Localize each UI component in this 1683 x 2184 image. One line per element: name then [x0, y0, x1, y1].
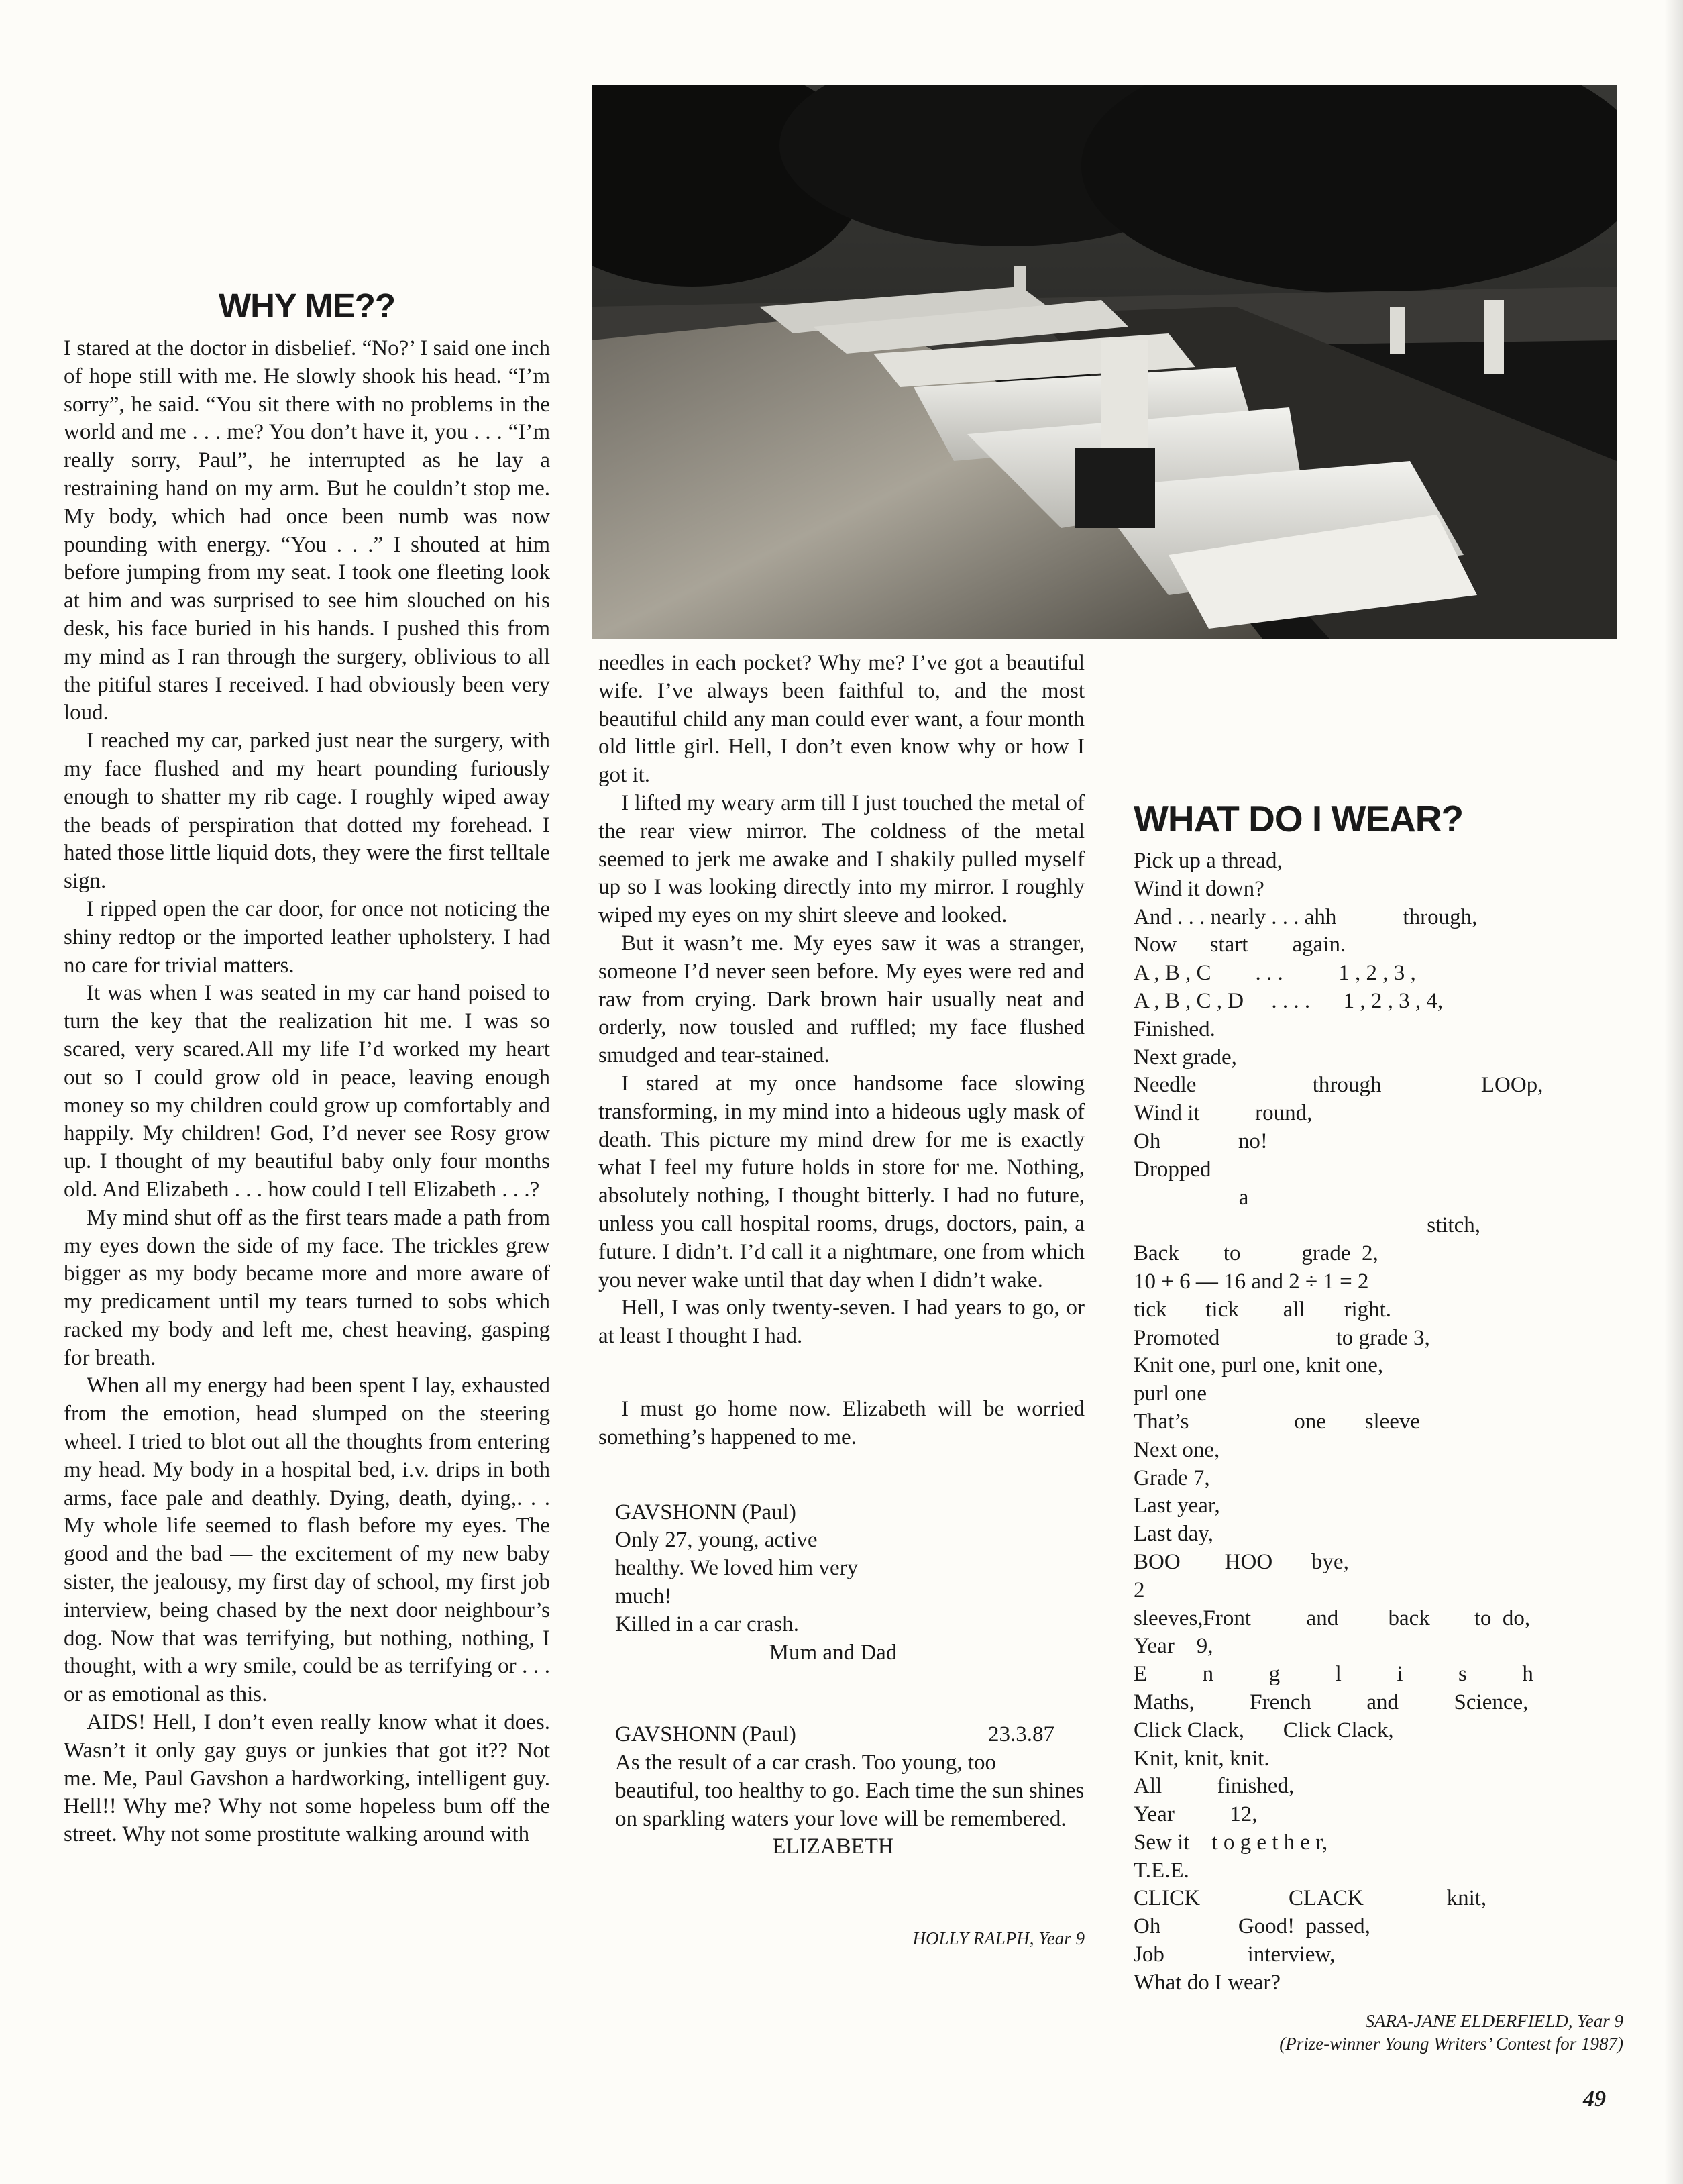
poem-line: Knit one, purl one, knit one, [1134, 1353, 1384, 1378]
poem-line: Next grade, [1134, 1045, 1237, 1070]
story-paragraph: I reached my car, parked just near the surgery, with my face flushed and my heart pounding furiously enough to shatter my rib cage. I roughly wiped away the beads of perspiration that dotted my forehead. I hated those little liquid dots, they were the first telltale sign. [64, 729, 550, 894]
poem-line: Oh no! [1134, 1129, 1268, 1153]
notice-line: Killed in a car crash. [615, 1612, 799, 1636]
poem-title: WHAT DO I WEAR? [1134, 798, 1464, 839]
poem-line: 10 + 6 — 16 and 2 ÷ 1 = 2 [1134, 1269, 1369, 1294]
poem-line: Needle through LOOp, [1134, 1073, 1543, 1098]
poem-line: All finished, [1134, 1774, 1295, 1799]
story-paragraph: But it wasn’t me. My eyes saw it was a stranger, someone I’d never seen before. My eyes were red and raw from crying. Dark brown hair usually neat and orderly, now tousled and ruffled; my face flushed smudged and tear-stained. [598, 931, 1085, 1068]
notice-line: much! [615, 1583, 672, 1608]
poem-line: Year 9, [1134, 1634, 1213, 1659]
poem-line: Pick up a thread, [1134, 849, 1283, 873]
poem-line: And . . . nearly . . . ahh through, [1134, 904, 1478, 929]
poem-line: CLICK CLACK knit, [1134, 1886, 1487, 1911]
poem-line: Last year, [1134, 1494, 1220, 1518]
poem-line: Last day, [1134, 1522, 1213, 1547]
story-paragraph: I lifted my weary arm till I just touched the metal of the rear view mirror. The coldness of the metal seemed to jerk me awake and I shakily pulled myself up so I was looking directly into my mirror. I roughly wiped my eyes on my shirt sleeve and looked. [598, 790, 1085, 928]
poem-line: E n g l i s h [1134, 1662, 1533, 1687]
poem-line: Job interview, [1134, 1942, 1336, 1967]
poem-line: T.E.E. [1134, 1858, 1189, 1883]
poem-prize-note: (Prize-winner Young Writers’ Contest for 1987) [1279, 2033, 1623, 2054]
story-closing: I must go home now. Elizabeth will be worried something’s happened to me. [598, 1396, 1085, 1449]
poem-line: a [1134, 1185, 1249, 1210]
poem-line: Click Clack, Click Clack, [1134, 1718, 1394, 1743]
poem-line: Promoted to grade 3, [1134, 1325, 1430, 1350]
poem-line: tick tick all right. [1134, 1297, 1392, 1322]
poem-line: A , B , C , D . . . . 1 , 2 , 3 , 4, [1134, 988, 1444, 1013]
poem-line: purl one [1134, 1382, 1207, 1406]
poem-line: Dropped [1134, 1157, 1211, 1182]
page-number: 49 [1583, 2087, 1606, 2112]
story-title: WHY ME?? [218, 287, 396, 325]
story-paragraph: When all my energy had been spent I lay, exhausted from the emotion, head slumped on the steering wheel. I tried to blot out all the thoughts from entering my head. My body in a hospital bed, i.v. drips in both arms, face pale and deathly. Dying, death, dying,. . . My whole life seemed to flash before my eyes. The good and the bad — the excitement of my new baby sister, the jealousy, my first day of school, my first job interview, being chased by the next door neighbour’s dog. Now that was terrifying, but nothing, nothing, I thought, with a wry smile, could be as terrifying or . . . or as emotional as this. [64, 1373, 550, 1707]
poem-line: Year 12, [1134, 1802, 1258, 1827]
notice-signature: Mum and Dad [769, 1640, 898, 1665]
notice-date: 23.3.87 [988, 1722, 1054, 1747]
poem-byline: SARA-JANE ELDERFIELD, Year 9 [1365, 2010, 1623, 2031]
poem-column [1134, 796, 1623, 2055]
poem-line: Now start again. [1134, 933, 1346, 957]
story-column-middle [598, 649, 1085, 1950]
photo-image [592, 85, 1617, 639]
story-paragraph: I stared at my once handsome face slowing transforming, in my mind into a hideous ugly mask of death. This picture my mind drew for me is exactly what I feel my future holds in store for me. Nothing, absolutely nothing, I thought bitterly. I had no future, unless you call hospital rooms, drugs, doctors, pain, a future. I didn’t. I’d call it a nightmare, one from which you never wake until that day when I didn’t wake. [598, 1071, 1085, 1292]
poem-line: BOO HOO bye, [1134, 1549, 1349, 1574]
story-byline: HOLLY RALPH, Year 9 [912, 1928, 1085, 1949]
death-notice-parents [598, 1499, 1085, 1667]
story-paragraph: needles in each pocket? Why me? I’ve got a beautiful wife. I’ve always been faithful to, and the most beautiful child any man could ever want, a four month old little girl. Hell, I don’t even know why or how I got it. [598, 651, 1085, 788]
story-paragraph: I stared at the doctor in disbelief. “No?’ I said one inch of hope still with me. He slowly shook his head. “I’m sorry”, he said. “You sit there with no problems in the world and me . . . me? You don’t have it, you . . . “I’m really sorry, Paul”, he interrupted as he lay a restraining hand on my arm. But he couldn’t stop me. My body, which had once been numb was now pounding with energy. “You . . .” I shouted at him before jumping from my seat. I took one fleeting look at him and was surprised to see him slouched on his desk, his face buried in his hands. I pushed this from my mind as I ran through the surgery, oblivious to all the pitiful stares I received. I had obviously been very loud. [64, 336, 550, 725]
notice-name: GAVSHONN (Paul) [615, 1500, 796, 1524]
poem-line: Grade 7, [1134, 1465, 1210, 1490]
story-column-left [64, 285, 550, 1849]
poem-line: Sew it t o g e t h e r, [1134, 1830, 1328, 1855]
poem-line: sleeves,Front and back to do, [1134, 1606, 1531, 1630]
poem-line: stitch, [1134, 1213, 1480, 1238]
poem-body [1134, 847, 1623, 1997]
poem-line: Finished. [1134, 1017, 1215, 1041]
poem-line: Oh Good! passed, [1134, 1914, 1370, 1939]
story-paragraph: AIDS! Hell, I don’t even really know what it does. Wasn’t it only gay guys or junkies that got it?? Not me. Me, Paul Gavshon a hardworking, intelligent guy. Hell!! Why me? Why not some hopeless bum off the street. Why not some prostitute walking around with [64, 1710, 550, 1847]
poem-line: Wind it round, [1134, 1101, 1313, 1126]
poem-line: Knit, knit, knit. [1134, 1746, 1270, 1771]
poem-line: Next one, [1134, 1437, 1220, 1462]
notice-line: Only 27, young, active [615, 1528, 818, 1553]
notice-name: GAVSHONN (Paul) [615, 1722, 796, 1747]
notice-signature: ELIZABETH [772, 1834, 894, 1859]
page-edge-shadow [1664, 0, 1683, 2184]
poem-line: What do I wear? [1134, 1970, 1281, 1995]
poem-line: A , B , C . . . 1 , 2 , 3 , [1134, 961, 1416, 986]
story-paragraph: Hell, I was only twenty-seven. I had years to go, or at least I thought I had. [598, 1296, 1085, 1349]
poem-line: That’s one sleeve [1134, 1409, 1421, 1434]
death-notice-wife [598, 1721, 1085, 1861]
poem-line: 2 [1134, 1577, 1145, 1602]
photo-boats-on-shore [592, 85, 1617, 639]
notice-text: As the result of a car crash. Too young, too beautiful, too healthy to go. Each time the sun shines on sparkling waters your love will be remembered. [615, 1751, 1085, 1831]
poem-line: Maths, French and Science, [1134, 1689, 1529, 1714]
story-paragraph: It was when I was seated in my car hand poised to turn the key that the realization hit me. I was so scared, very scared.All my life I’d worked my heart out so I could grow old in peace, leaving enough money so my children could grow up comfortably and happily. My children! God, I’d never see Rosy grow up. I thought of my beautiful baby only four months old. And Elizabeth . . . how could I tell Elizabeth . . .? [64, 981, 550, 1202]
story-paragraph: My mind shut off as the first tears made a path from my eyes down the side of my face. The trickles grew bigger as my body became more and more aware of my predicament until my tears turned to sobs which racked my body and left me, chest heaving, gasping for breath. [64, 1205, 550, 1370]
poem-line: Back to grade 2, [1134, 1241, 1378, 1266]
story-paragraph: I ripped open the car door, for once not noticing the shiny redtop or the imported leather upholstery. I had no care for trivial matters. [64, 896, 550, 978]
poem-line: Wind it down? [1134, 876, 1264, 901]
notice-line: healthy. We loved him very [615, 1556, 859, 1581]
